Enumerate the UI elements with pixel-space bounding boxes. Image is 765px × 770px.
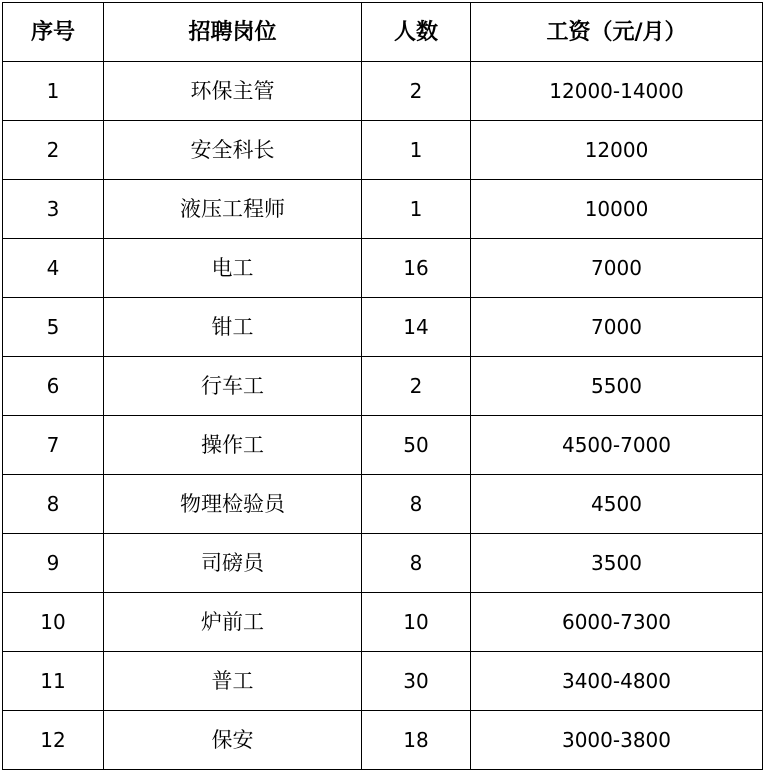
- row-salary: 4500: [471, 475, 763, 534]
- row-index: 5: [3, 298, 104, 357]
- row-count: 30: [362, 652, 471, 711]
- row-count: 50: [362, 416, 471, 475]
- table-row: [3, 239, 763, 298]
- row-position: 物理检验员: [104, 475, 362, 534]
- row-salary: 4500-7000: [471, 416, 763, 475]
- row-count: 1: [362, 121, 471, 180]
- row-position: 钳工: [104, 298, 362, 357]
- row-count: 2: [362, 62, 471, 121]
- table-row: [3, 180, 763, 239]
- row-salary: 12000-14000: [471, 62, 763, 121]
- row-count: 14: [362, 298, 471, 357]
- table-row: [3, 416, 763, 475]
- table-row: [3, 121, 763, 180]
- header-count: 人数: [362, 3, 471, 62]
- row-count: 8: [362, 475, 471, 534]
- header-position: 招聘岗位: [104, 3, 362, 62]
- row-index: 9: [3, 534, 104, 593]
- table-row: [3, 475, 763, 534]
- row-salary: 6000-7300: [471, 593, 763, 652]
- table-row: [3, 62, 763, 121]
- row-count: 16: [362, 239, 471, 298]
- header-row: [3, 3, 763, 62]
- row-count: 1: [362, 180, 471, 239]
- table-row: [3, 298, 763, 357]
- row-salary: 7000: [471, 298, 763, 357]
- row-count: 18: [362, 711, 471, 770]
- row-index: 3: [3, 180, 104, 239]
- row-index: 6: [3, 357, 104, 416]
- row-position: 电工: [104, 239, 362, 298]
- table-row: [3, 652, 763, 711]
- table-row: [3, 534, 763, 593]
- table-row: [3, 357, 763, 416]
- row-salary: 12000: [471, 121, 763, 180]
- row-position: 环保主管: [104, 62, 362, 121]
- header-index: 序号: [3, 3, 104, 62]
- row-position: 液压工程师: [104, 180, 362, 239]
- row-index: 7: [3, 416, 104, 475]
- table-body: [3, 62, 763, 770]
- row-index: 4: [3, 239, 104, 298]
- row-index: 2: [3, 121, 104, 180]
- row-position: 操作工: [104, 416, 362, 475]
- row-index: 10: [3, 593, 104, 652]
- row-salary: 10000: [471, 180, 763, 239]
- row-position: 安全科长: [104, 121, 362, 180]
- row-position: 普工: [104, 652, 362, 711]
- row-salary: 3500: [471, 534, 763, 593]
- table-row: [3, 593, 763, 652]
- row-salary: 3000-3800: [471, 711, 763, 770]
- header-salary: 工资（元/月）: [471, 3, 763, 62]
- row-position: 行车工: [104, 357, 362, 416]
- row-index: 1: [3, 62, 104, 121]
- table-header: [3, 3, 763, 62]
- row-position: 保安: [104, 711, 362, 770]
- row-index: 11: [3, 652, 104, 711]
- row-salary: 5500: [471, 357, 763, 416]
- row-position: 司磅员: [104, 534, 362, 593]
- row-index: 12: [3, 711, 104, 770]
- row-position: 炉前工: [104, 593, 362, 652]
- table-row: [3, 711, 763, 770]
- row-count: 2: [362, 357, 471, 416]
- row-count: 10: [362, 593, 471, 652]
- recruitment-table: [2, 2, 763, 770]
- row-salary: 7000: [471, 239, 763, 298]
- row-index: 8: [3, 475, 104, 534]
- row-count: 8: [362, 534, 471, 593]
- row-salary: 3400-4800: [471, 652, 763, 711]
